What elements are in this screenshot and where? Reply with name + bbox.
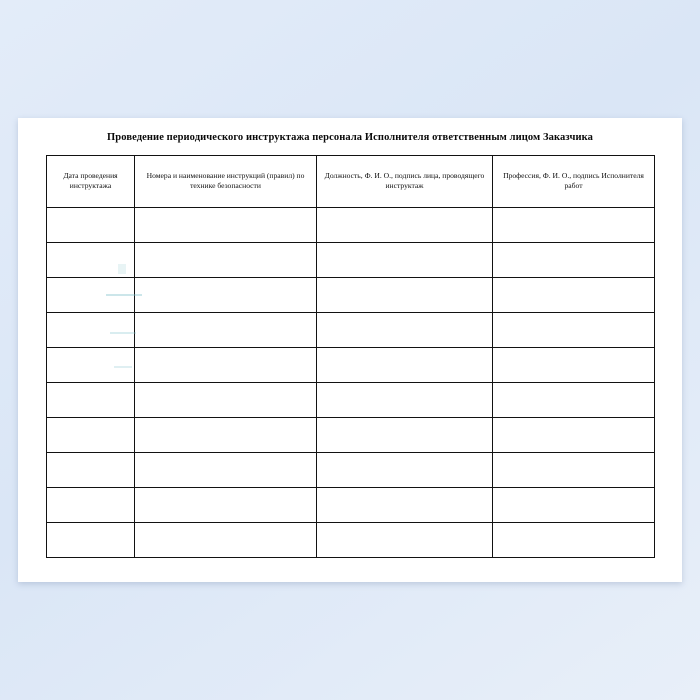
cell-instructor[interactable] — [317, 522, 493, 557]
cell-instructor[interactable] — [317, 242, 493, 277]
cell-instruction-numbers[interactable] — [135, 277, 317, 312]
page-title: Проведение периодического инструктажа персонала Исполнителя ответственным лицом Заказчика — [107, 132, 593, 143]
table-row — [47, 312, 655, 347]
document-content — [46, 132, 654, 558]
cell-instruction-numbers[interactable] — [135, 347, 317, 382]
column-header-worker: Профессия, Ф. И. О., подпись Исполнителя работ — [493, 155, 655, 207]
cell-instruction-numbers[interactable] — [135, 522, 317, 557]
cell-instruction-numbers[interactable] — [135, 487, 317, 522]
cell-instruction-numbers[interactable] — [135, 382, 317, 417]
cell-instruction-numbers[interactable] — [135, 242, 317, 277]
cell-worker[interactable] — [493, 382, 655, 417]
table-row — [47, 417, 655, 452]
cell-date[interactable] — [47, 382, 135, 417]
column-header-instruction-numbers: Номера и наименование инструкций (правил) по технике безопасности — [135, 155, 317, 207]
briefing-register-table — [46, 155, 655, 558]
cell-worker[interactable] — [493, 417, 655, 452]
cell-worker[interactable] — [493, 522, 655, 557]
cell-worker[interactable] — [493, 207, 655, 242]
cell-date[interactable] — [47, 242, 135, 277]
table-row — [47, 242, 655, 277]
cell-instructor[interactable] — [317, 347, 493, 382]
cell-date[interactable] — [47, 207, 135, 242]
cell-date[interactable] — [47, 312, 135, 347]
cell-worker[interactable] — [493, 487, 655, 522]
cell-date[interactable] — [47, 417, 135, 452]
table-row — [47, 277, 655, 312]
table-body — [47, 207, 655, 557]
table-row — [47, 452, 655, 487]
table-row — [47, 347, 655, 382]
cell-instructor[interactable] — [317, 382, 493, 417]
cell-instruction-numbers[interactable] — [135, 452, 317, 487]
cell-instruction-numbers[interactable] — [135, 207, 317, 242]
cell-instructor[interactable] — [317, 277, 493, 312]
table-row — [47, 522, 655, 557]
cell-instructor[interactable] — [317, 487, 493, 522]
cell-date[interactable] — [47, 277, 135, 312]
cell-worker[interactable] — [493, 277, 655, 312]
cell-instructor[interactable] — [317, 312, 493, 347]
table-row — [47, 207, 655, 242]
table-row — [47, 382, 655, 417]
cell-instruction-numbers[interactable] — [135, 417, 317, 452]
document-sheet — [18, 118, 682, 582]
cell-worker[interactable] — [493, 242, 655, 277]
cell-worker[interactable] — [493, 347, 655, 382]
column-header-date: Дата проведения инструктажа — [47, 155, 135, 207]
cell-instruction-numbers[interactable] — [135, 312, 317, 347]
cell-instructor[interactable] — [317, 452, 493, 487]
cell-instructor[interactable] — [317, 207, 493, 242]
table-row — [47, 487, 655, 522]
cell-date[interactable] — [47, 487, 135, 522]
cell-worker[interactable] — [493, 452, 655, 487]
cell-date[interactable] — [47, 452, 135, 487]
cell-date[interactable] — [47, 347, 135, 382]
cell-date[interactable] — [47, 522, 135, 557]
table-header-row — [47, 155, 655, 207]
cell-instructor[interactable] — [317, 417, 493, 452]
cell-worker[interactable] — [493, 312, 655, 347]
column-header-instructor: Должность, Ф. И. О., подпись лица, проводящего инструктаж — [317, 155, 493, 207]
